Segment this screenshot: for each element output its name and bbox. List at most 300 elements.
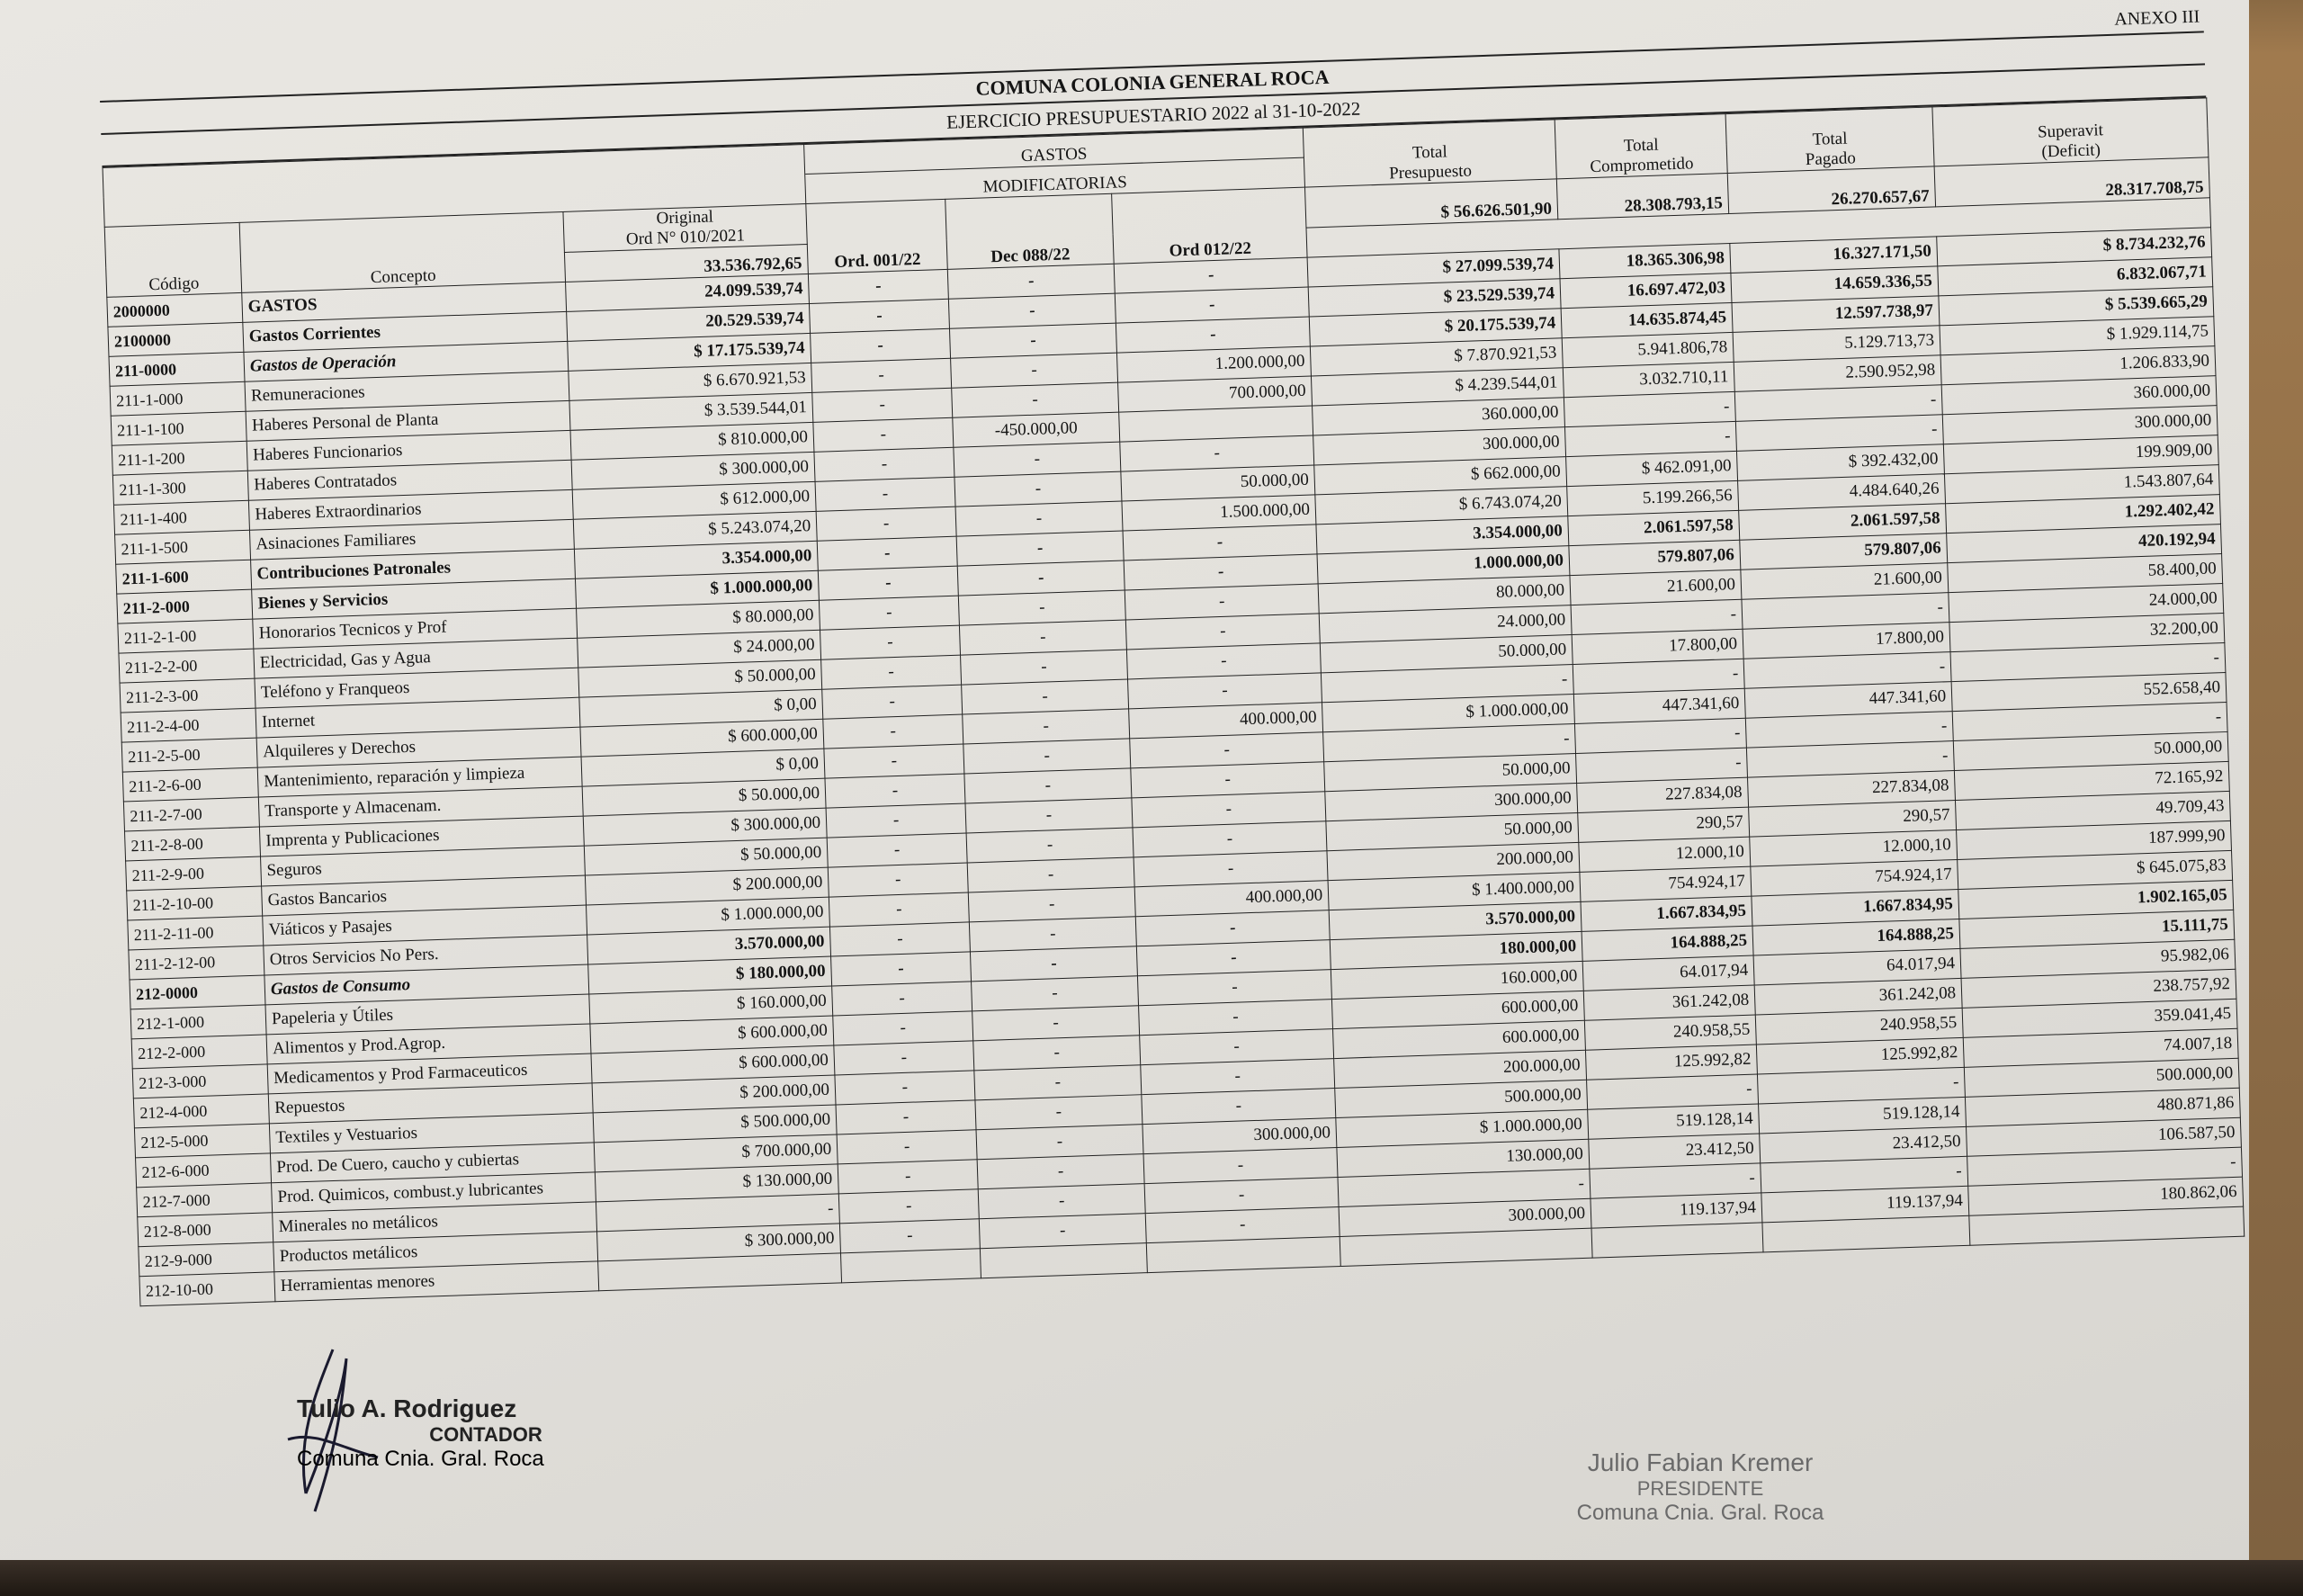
grand-total-superavit: 28.317.708,75 [1934,157,2209,207]
superavit-cell: 480.871,86 [1965,1088,2240,1126]
original-cell: $ 180.000,00 [588,956,832,994]
code-cell: 212-6-000 [136,1153,272,1188]
original-cell: $ 300.000,00 [597,1224,841,1261]
contador-org: Comuna Cnia. Gral. Roca [297,1447,544,1471]
comprometido-cell: 361.242,08 [1583,985,1755,1020]
superavit-cell: 187.999,90 [1957,820,2232,859]
superavit-cell: 500.000,00 [1964,1058,2239,1097]
pagado-cell: 4.484.640,26 [1738,474,1946,511]
superavit-cell: - [1952,702,2227,740]
dec088-cell: - [963,709,1130,744]
code-cell: 211-2-10-00 [127,886,263,920]
dec088-cell [980,1243,1147,1278]
concept-cell: Electricidad, Gas y Agua [254,638,578,678]
presupuesto-cell: 80.000,00 [1318,576,1571,614]
ord012-cell: - [1145,1207,1340,1243]
code-cell: 211-1-100 [111,411,246,445]
code-cell: 211-2-000 [117,589,253,623]
concept-cell: Mantenimiento, reparación y limpieza [257,757,582,797]
comprometido-cell: - [1590,1163,1761,1198]
presupuesto-cell: - [1338,1169,1591,1206]
pagado-cell: 5.129.713,73 [1733,326,1940,363]
pagado-cell: 17.800,00 [1743,623,1950,659]
concept-cell: Repuestos [268,1083,593,1124]
concept-cell: Gastos de Consumo [264,964,589,1005]
presupuesto-cell: - [1323,724,1576,762]
grand-total-comprometido: 28.308.793,15 [1556,174,1728,220]
dec088-cell: - [965,798,1133,833]
concept-cell: Gastos de Operación [244,341,569,381]
comprometido-cell: 290,57 [1578,807,1750,842]
superavit-cell: 1.543.807,64 [1944,465,2219,504]
ord001-cell: - [838,1189,979,1224]
grand-total-pagado: 26.270.657,67 [1727,166,1935,214]
presupuesto-cell: 200.000,00 [1334,1050,1587,1088]
concept-cell: Teléfono y Franqueos [255,668,579,708]
presupuesto-cell: 50.000,00 [1326,812,1579,850]
code-cell: 211-0000 [109,352,245,386]
concept-cell: Viáticos y Pasajes [263,905,587,946]
pagado-cell: 12.000,10 [1750,830,1958,867]
ord012-cell: 400.000,00 [1129,703,1323,739]
comprometido-cell: 12.000,10 [1579,837,1751,872]
dec088-cell: - [977,1154,1144,1189]
comprometido-cell: 3.032.710,11 [1563,362,1734,397]
pagado-cell [1762,1215,1970,1252]
ord001-cell: - [833,1011,973,1045]
superavit-header: Superavit (Deficit) [1932,98,2209,166]
concept-cell: Honorarios Tecnicos y Prof [253,608,578,649]
dec088-cell: - [978,1184,1145,1219]
budget-document [99,2,2244,1306]
original-cell: - [596,1194,839,1232]
ord012-cell: - [1132,792,1326,828]
presupuesto-cell: 360.000,00 [1313,398,1565,435]
dec088-cell: - [958,590,1125,625]
presidente-role: PRESIDENTE [1636,1477,1764,1500]
concept-cell: Contribuciones Patronales [251,549,576,589]
dec088-cell: - [964,768,1132,803]
concept-cell: Productos metálicos [273,1232,598,1272]
pagado-cell: - [1743,652,1951,689]
pagado-cell: - [1757,1067,1965,1104]
ord001-cell: - [813,417,954,452]
dec088-cell: - [975,1095,1143,1130]
code-cell: 2000000 [107,292,243,327]
ord012-cell: - [1135,910,1330,946]
presupuesto-cell: 300.000,00 [1339,1198,1591,1236]
concept-cell: Haberes Extraordinarios [248,489,573,530]
concepto-header: Concepto [239,211,565,292]
ord001-cell: - [811,328,951,363]
pagado-cell: 1.667.834,95 [1752,889,1959,926]
ord012-cell: 400.000,00 [1134,881,1329,917]
superavit-cell: 74.007,18 [1963,1028,2238,1067]
comprometido-cell: - [1576,748,1748,783]
superavit-cell: $ 8.734.232,76 [1937,228,2212,266]
ord012-cell [1146,1236,1340,1272]
ord012-cell: 1.200.000,00 [1116,346,1311,382]
ord001-cell: - [828,863,968,897]
comprometido-cell: 579.807,06 [1569,540,1741,575]
dec088-cell: - [947,264,1115,299]
pagado-cell: 447.341,60 [1744,682,1952,719]
pagado-cell: 23.412,50 [1760,1126,1967,1163]
signature-contador [297,1394,675,1472]
presupuesto-cell: 300.000,00 [1325,783,1578,820]
original-cell: 3.570.000,00 [587,927,831,964]
ord001-cell: - [812,388,953,422]
original-cell: $ 1.000.000,00 [587,897,830,935]
ord012-cell: - [1134,851,1328,887]
presupuesto-cell: $ 6.743.074,20 [1315,487,1568,525]
code-cell: 211-2-1-00 [118,619,254,653]
concept-cell: Medicamentos y Prod Farmaceuticos [267,1054,592,1094]
original-cell: $ 6.670.921,53 [569,363,812,400]
code-cell: 211-2-4-00 [121,708,256,742]
concept-cell: Papeleria y Útiles [265,994,590,1035]
concept-cell: Haberes Personal de Planta [246,400,570,441]
presupuesto-cell: 600.000,00 [1331,991,1584,1028]
concept-cell: Otros Servicios No Pers. [264,935,588,975]
comprometido-cell: 2.061.597,58 [1568,510,1740,545]
superavit-cell: 199.909,00 [1943,435,2218,474]
superavit-cell: 1.292.402,42 [1946,495,2221,533]
comprometido-cell: 23.412,50 [1589,1134,1761,1169]
comprometido-cell: 21.600,00 [1570,569,1742,605]
ord001-cell: - [829,892,969,927]
pagado-cell: 754.924,17 [1751,859,1958,896]
codigo-header: Código [104,222,242,297]
concept-cell: Minerales no metálicos [273,1202,597,1242]
code-cell: 211-2-2-00 [119,649,255,683]
ord001-cell: - [822,685,963,719]
signature-presidente [1511,1448,1889,1526]
ord012-cell: - [1126,643,1321,679]
original-cell: $ 300.000,00 [571,452,815,489]
grand-total-presupuesto: $ 56.626.501,90 [1305,179,1558,228]
concept-cell: Haberes Contratados [247,460,572,500]
superavit-cell: 49.709,43 [1956,791,2231,829]
total-comprometido-header: Total Comprometido [1555,114,1727,179]
presupuesto-cell: 3.354.000,00 [1316,516,1569,554]
dec088-header: Dec 088/22 [945,193,1114,269]
comprometido-cell: 5.941.806,78 [1562,332,1734,367]
ord012-cell: 50.000,00 [1121,465,1315,501]
superavit-cell: 50.000,00 [1953,731,2228,770]
ord001-cell: - [835,1071,975,1105]
grand-total-original: 33.536.792,65 [564,245,808,282]
presupuesto-cell: 3.570.000,00 [1329,901,1582,939]
superavit-cell: 15.111,75 [1959,910,2235,948]
ord012-cell: - [1139,1000,1333,1036]
pagado-cell: 21.600,00 [1741,563,1949,600]
comprometido-cell: 64.017,94 [1582,955,1754,991]
ord012-cell: - [1144,1178,1339,1214]
table-surface-edge [0,1560,2303,1596]
dec088-cell: -450.000,00 [953,412,1120,447]
dec088-cell: - [948,293,1116,328]
ord012-header: Ord 012/22 [1112,187,1307,264]
ord012-cell: - [1133,821,1327,857]
dec088-cell: - [968,887,1135,922]
comprometido-cell: 1.667.834,95 [1581,896,1752,931]
code-cell: 212-0000 [130,975,265,1009]
pagado-cell: 2.590.952,98 [1734,355,1941,392]
ord012-cell: - [1130,732,1324,768]
presupuesto-cell: $ 1.400.000,00 [1328,872,1581,910]
presupuesto-cell: $ 1.000.000,00 [1322,695,1575,732]
concept-cell: Internet [255,697,580,738]
pagado-cell: $ 392.432,00 [1737,444,1945,481]
concept-cell: Prod. Quimicos, combust.y lubricantes [272,1172,596,1213]
total-presupuesto-header: Total Presupuesto [1303,120,1556,187]
comprometido-cell: 14.635.874,45 [1561,302,1733,337]
comprometido-cell: - [1564,391,1735,426]
code-cell: 211-1-300 [112,471,248,505]
pagado-cell: 64.017,94 [1753,948,1961,985]
ord001-cell: - [838,1160,978,1194]
contador-role: CONTADOR [429,1423,542,1446]
comprometido-cell: 519.128,14 [1588,1104,1760,1139]
ord001-cell: - [827,833,967,867]
dec088-cell: - [957,560,1125,596]
code-cell: 211-2-9-00 [126,856,262,891]
ord001-cell: - [811,358,952,392]
concept-cell: Gastos Bancarios [262,875,587,916]
concept-cell: Asinaciones Familiares [249,519,574,560]
dec088-cell: - [967,857,1134,892]
ord012-cell: - [1116,317,1310,353]
superavit-cell: $ 5.539.665,29 [1939,287,2214,326]
ord001-cell: - [809,299,949,333]
concept-cell: Bienes y Servicios [252,578,577,619]
ord001-cell: - [823,714,963,749]
ord012-cell: 300.000,00 [1143,1118,1337,1154]
comprometido-cell: - [1587,1074,1759,1109]
ord001-cell [840,1249,981,1283]
presidente-org: Comuna Cnia. Gral. Roca [1576,1501,1824,1525]
superavit-cell: $ 1.929.114,75 [1940,317,2215,355]
dec088-cell: - [969,917,1136,952]
comprometido-cell: 18.365.306,98 [1559,243,1731,278]
concept-cell: Prod. De Cuero, caucho y cubiertas [270,1143,595,1183]
original-cell: $ 0,00 [579,689,823,727]
dec088-cell: - [954,471,1122,507]
original-cell: $ 160.000,00 [589,986,833,1024]
presupuesto-cell: - [1321,665,1573,703]
ord012-cell: 1.500.000,00 [1122,495,1316,531]
ord012-cell: - [1114,257,1308,293]
ord012-cell: - [1124,554,1318,590]
dec088-cell: - [979,1214,1146,1249]
ord012-cell: - [1115,287,1309,323]
budget-table [103,97,2245,1306]
comprometido-cell: 754.924,17 [1580,866,1752,901]
pagado-cell: 164.888,25 [1752,919,1960,955]
superavit-cell: 359.041,45 [1962,999,2237,1037]
pagado-cell: 12.597.738,97 [1732,296,1940,333]
presupuesto-cell: 180.000,00 [1330,931,1582,969]
code-cell: 211-2-12-00 [129,946,264,980]
gastos-header: GASTOS [804,128,1304,174]
ord001-cell: - [831,952,972,986]
ord001-header: Ord. 001/22 [806,199,948,273]
superavit-cell: $ 645.075,83 [1958,850,2233,889]
contador-name: Tulio A. Rodriguez [297,1394,517,1422]
superavit-cell: 58.400,00 [1948,554,2223,593]
original-cell: $ 130.000,00 [595,1164,838,1202]
dec088-cell: - [963,739,1131,774]
concept-cell: Alimentos y Prod.Agrop. [266,1024,591,1064]
ord001-cell: - [808,269,948,303]
comprometido-cell: 119.137,94 [1591,1193,1762,1228]
pagado-cell: - [1746,741,1954,778]
pagado-cell: - [1735,415,1943,452]
original-cell: 20.529.539,74 [567,303,811,341]
original-cell: $ 50.000,00 [578,659,822,697]
concept-cell: Alquileres y Derechos [256,727,581,767]
dec088-cell: - [949,323,1116,358]
pagado-cell: - [1761,1156,1968,1193]
original-cell: $ 700.000,00 [594,1134,838,1172]
ord012-cell: - [1142,1089,1336,1125]
ord001-cell: - [832,982,972,1016]
presupuesto-cell: 200.000,00 [1327,842,1580,880]
concept-cell: GASTOS [242,282,567,322]
original-cell: $ 50.000,00 [584,838,828,875]
pagado-cell: 16.327.171,50 [1730,237,1938,273]
comprometido-cell: 16.697.472,03 [1560,273,1732,308]
period-title: EJERCICIO PRESUPUESTARIO 2022 al 31-10-2022 [101,65,2206,167]
presupuesto-cell: $ 20.175.539,74 [1309,309,1562,346]
presupuesto-cell: $ 23.529.539,74 [1308,279,1561,317]
modificatorias-header: MODIFICATORIAS [805,157,1305,203]
concept-cell: Haberes Funcionarios [246,430,571,471]
original-cell: $ 0,00 [581,749,825,786]
ord012-cell: - [1120,435,1314,471]
comprometido-cell: - [1574,718,1746,753]
comprometido-cell: $ 462.091,00 [1566,451,1738,486]
code-cell: 211-1-500 [115,530,251,564]
pagado-cell: 361.242,08 [1754,978,1962,1015]
ord001-cell: - [820,625,961,659]
original-cell: $ 300.000,00 [583,808,827,846]
superavit-cell: 6.832.067,71 [1938,257,2213,296]
ord001-cell: - [829,922,970,956]
original-header: Original Ord N° 010/2021 [563,204,807,253]
comprometido-cell: - [1571,599,1743,634]
ord001-cell: - [817,536,957,570]
original-cell: $ 600.000,00 [580,719,824,757]
ord012-cell: - [1137,970,1331,1006]
original-cell: $ 3.539.544,01 [569,392,813,430]
ord001-cell: - [815,477,955,511]
pagado-cell: - [1734,385,1942,422]
dec088-cell: - [976,1125,1143,1160]
comprometido-cell: 240.958,55 [1584,1015,1756,1050]
superavit-cell: 32.200,00 [1949,614,2225,652]
pagado-cell: 125.992,82 [1756,1037,1964,1074]
superavit-cell: 1.206.833,90 [1940,346,2216,385]
code-cell: 211-2-6-00 [122,767,258,802]
ord001-cell: - [816,507,956,541]
superavit-cell: 360.000,00 [1941,376,2217,415]
budget-rows [107,228,2245,1306]
ord001-cell: - [814,447,954,481]
comprometido-cell: 125.992,82 [1586,1045,1758,1080]
comprometido-cell: 227.834,08 [1577,777,1749,812]
code-cell: 211-2-11-00 [128,916,264,950]
dec088-cell: - [973,1036,1141,1071]
code-cell: 211-1-000 [110,381,246,416]
superavit-cell: 1.902.165,05 [1958,880,2234,919]
code-cell: 211-2-3-00 [120,678,255,713]
original-cell: $ 5.243.074,20 [573,511,817,549]
original-cell: $ 500.000,00 [593,1105,837,1143]
ord012-cell: - [1125,614,1320,650]
pagado-cell: 290,57 [1749,801,1957,838]
original-cell: 24.099.539,74 [566,273,810,311]
pagado-cell: - [1742,593,1949,630]
pagado-cell: 14.659.336,55 [1731,266,1939,303]
comprometido-cell: 447.341,60 [1573,688,1745,723]
pagado-cell: 519.128,14 [1759,1097,1967,1134]
original-cell: $ 50.000,00 [582,778,826,816]
presupuesto-cell: 500.000,00 [1335,1080,1588,1117]
original-cell: $ 24.000,00 [578,630,821,668]
original-cell: $ 810.000,00 [570,422,814,460]
original-cell: $ 200.000,00 [592,1075,836,1113]
anexo-label: ANEXO III [99,2,2204,103]
presupuesto-cell: $ 1.000.000,00 [1336,1109,1589,1147]
ord001-cell: - [834,1041,974,1075]
ord012-cell: - [1143,1148,1338,1184]
pagado-cell: 227.834,08 [1748,771,1956,808]
organization-title: COMUNA COLONIA GENERAL ROCA [100,32,2205,135]
ord001-cell: - [819,596,959,630]
dec088-cell: - [954,442,1121,477]
concept-cell: Herramientas menores [274,1261,599,1302]
ord001-cell: - [824,744,964,778]
code-cell: 212-9-000 [139,1242,274,1277]
concept-cell: Gastos Corrientes [243,311,568,352]
code-cell: 211-2-7-00 [123,797,259,831]
presupuesto-cell: 300.000,00 [1313,427,1566,465]
dec088-cell: - [956,531,1124,566]
ord001-cell: - [837,1130,977,1164]
comprometido-cell [1591,1223,1763,1258]
superavit-cell: - [1950,643,2226,682]
code-cell: 211-2-8-00 [124,827,260,861]
ord012-cell: - [1136,940,1331,976]
presupuesto-cell: 50.000,00 [1324,753,1577,791]
dec088-cell: - [972,976,1139,1011]
presupuesto-cell: 600.000,00 [1333,1020,1586,1058]
code-cell: 211-1-200 [112,441,247,475]
superavit-cell: 300.000,00 [1942,406,2218,444]
pagado-cell: 579.807,06 [1740,533,1948,570]
dec088-cell: - [970,946,1137,982]
presupuesto-cell: 50.000,00 [1320,635,1573,673]
code-cell: 212-3-000 [132,1064,268,1098]
pagado-cell: 2.061.597,58 [1739,504,1947,541]
ord001-cell: - [821,655,962,689]
superavit-cell: - [1967,1147,2243,1186]
presupuesto-cell: $ 662.000,00 [1314,457,1567,495]
dec088-cell: - [952,382,1119,417]
presidente-name: Julio Fabian Kremer [1587,1448,1814,1476]
